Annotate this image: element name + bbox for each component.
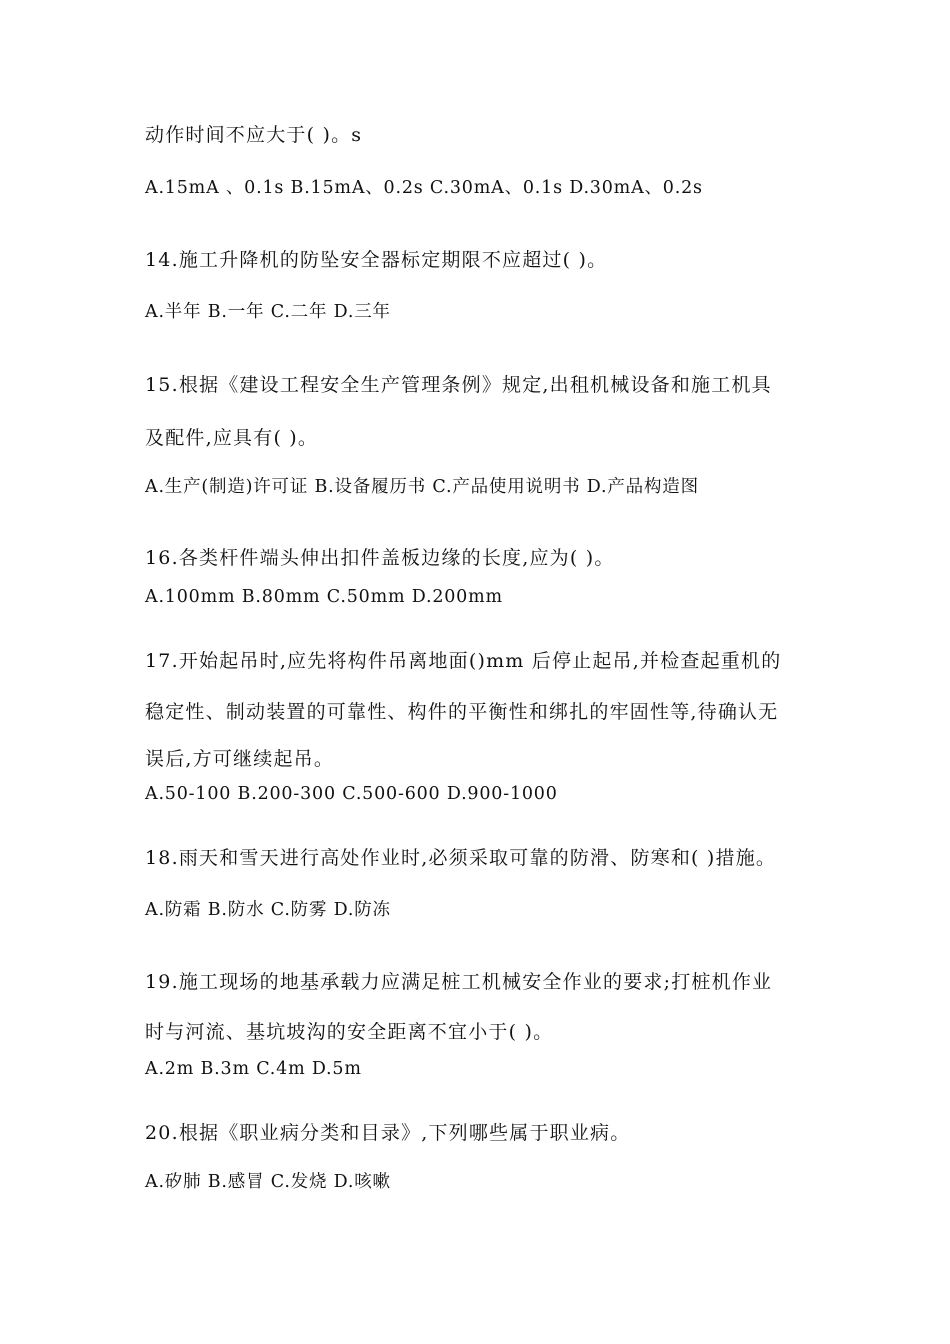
question-14-text: 14.施工升降机的防坠安全器标定期限不应超过( )。: [145, 249, 608, 271]
question-13-text-line-1: 动作时间不应大于( )。s: [145, 124, 363, 146]
question-15-options: A.生产(制造)许可证 B.设备履历书 C.产品使用说明书 D.产品构造图: [145, 477, 699, 497]
question-17-text-line-2: 稳定性、制动装置的可靠性、构件的平衡性和绑扎的牢固性等,待确认无: [145, 701, 779, 723]
question-13-options: A.15mA 、0.1s B.15mA、0.2s C.30mA、0.1s D.30mA、0.2s: [145, 178, 703, 198]
question-16-options: A.100mm B.80mm C.50mm D.200mm: [145, 587, 503, 607]
question-18-options: A.防霜 B.防水 C.防雾 D.防冻: [145, 900, 391, 920]
question-15-text-line-1: 15.根据《建设工程安全生产管理条例》规定,出租机械设备和施工机具: [145, 374, 772, 396]
question-17-options: A.50-100 B.200-300 C.500-600 D.900-1000: [145, 784, 558, 804]
question-20-options: A.矽肺 B.感冒 C.发烧 D.咳嗽: [145, 1172, 391, 1192]
question-20-text: 20.根据《职业病分类和目录》,下列哪些属于职业病。: [145, 1122, 631, 1144]
question-19-text-line-2: 时与河流、基坑坡沟的安全距离不宜小于( )。: [145, 1021, 554, 1043]
question-15-text-line-2: 及配件,应具有( )。: [145, 427, 319, 449]
question-16-text: 16.各类杆件端头伸出扣件盖板边缘的长度,应为( )。: [145, 547, 615, 569]
question-14-options: A.半年 B.一年 C.二年 D.三年: [145, 302, 391, 322]
question-19-text-line-1: 19.施工现场的地基承载力应满足桩工机械安全作业的要求;打桩机作业: [145, 971, 773, 993]
question-19-options: A.2m B.3m C.4m D.5m: [145, 1059, 362, 1079]
question-18-text: 18.雨天和雪天进行高处作业时,必须采取可靠的防滑、防寒和( )措施。: [145, 847, 777, 869]
question-17-text-line-3: 误后,方可继续起吊。: [145, 748, 335, 770]
question-17-text-line-1: 17.开始起吊时,应先将构件吊离地面()mm 后停止起吊,并检查起重机的: [145, 650, 782, 672]
